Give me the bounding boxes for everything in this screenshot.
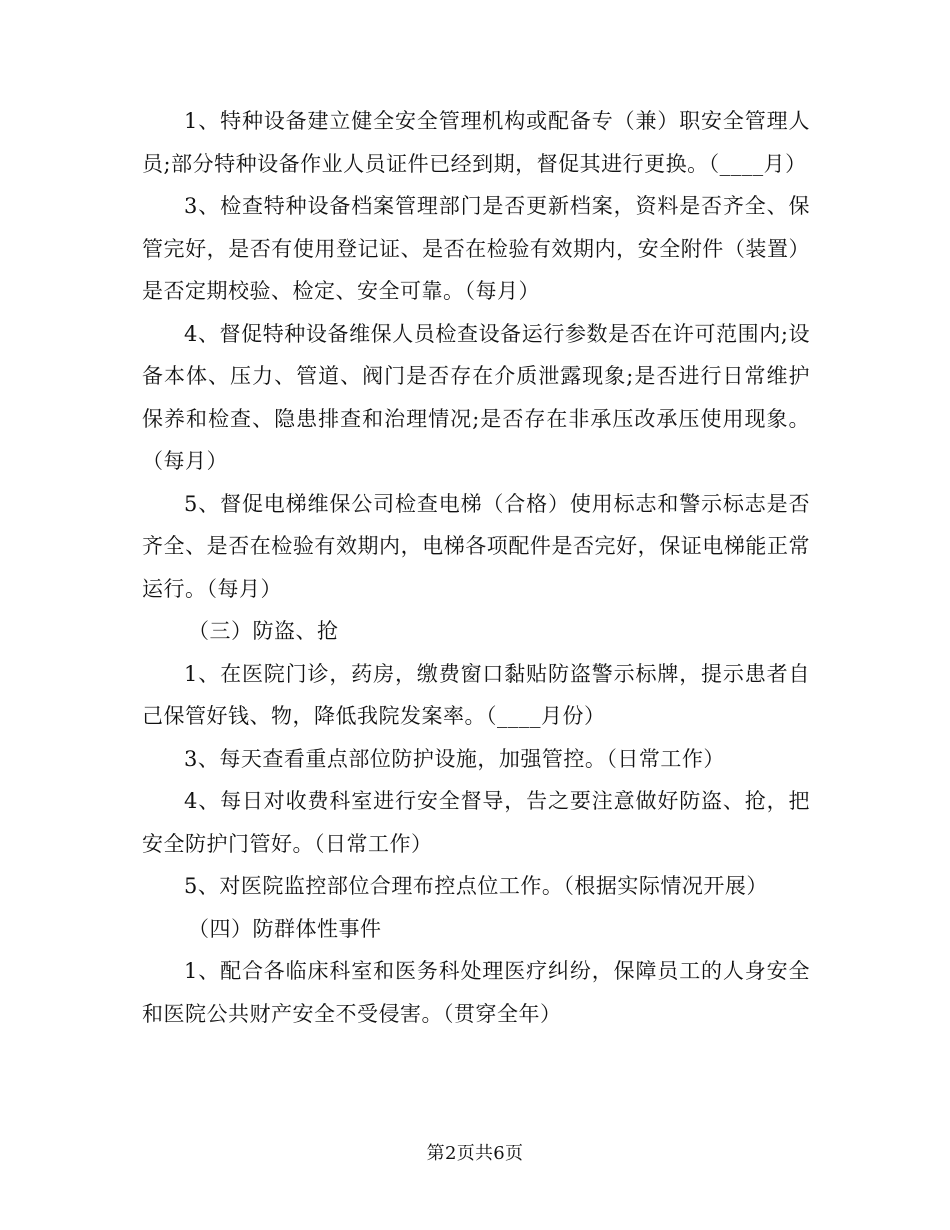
paragraph-daily-inspection: 3、每天查看重点部位防护设施，加强管控。（日常工作） (184, 746, 725, 771)
paragraph-equipment-maintenance: 4、督促特种设备维保人员检查设备运行参数是否在许可范围内;设备本体、压力、管道、阀门是否存在介质泄露现象;是否进行日常维护保养和检查、隐患排查和治理情况;是否存在非承压改承压使用现象。（每月） (142, 321, 810, 473)
paragraph-monitoring-points: 5、对医院监控部位合理布控点位工作。（根据实际情况开展） (184, 874, 768, 898)
document-body (142, 100, 810, 1035)
paragraph-anti-theft-signs: 1、在医院门诊，药房，缴费窗口黏贴防盗警示标牌，提示患者自己保管好钱、物，降低我院发案率。（____月份） (142, 661, 810, 728)
paragraph-special-equipment-management: 1、特种设备建立健全安全管理机构或配备专（兼）职安全管理人员;部分特种设备作业人员证件已经到期，督促其进行更换。（____月） (142, 109, 810, 176)
section-heading-group-incidents: （四）防群体性事件 (188, 916, 382, 941)
paragraph-equipment-archives: 3、检查特种设备档案管理部门是否更新档案，资料是否齐全、保管完好，是否有使用登记证、是否在检验有效期内，安全附件（装置）是否定期校验、检定、安全可靠。（每月） (142, 194, 810, 303)
section-heading-anti-theft: （三）防盗、抢 (188, 619, 339, 643)
paragraph-elevator-inspection: 5、督促电梯维保公司检查电梯（合格）使用标志和警示标志是否齐全、是否在检验有效期内，电梯各项配件是否完好，保证电梯能正常运行。（每月） (142, 491, 810, 601)
paragraph-cashier-supervision: 4、每日对收费科室进行安全督导，告之要注意做好防盗、抢，把安全防护门管好。（日常工作） (142, 789, 810, 856)
paragraph-medical-disputes: 1、配合各临床科室和医务科处理医疗纠纷，保障员工的人身安全和医院公共财产安全不受侵害。（贯穿全年） (142, 959, 810, 1026)
page-number-footer: 第2页共6页 (426, 1143, 524, 1164)
